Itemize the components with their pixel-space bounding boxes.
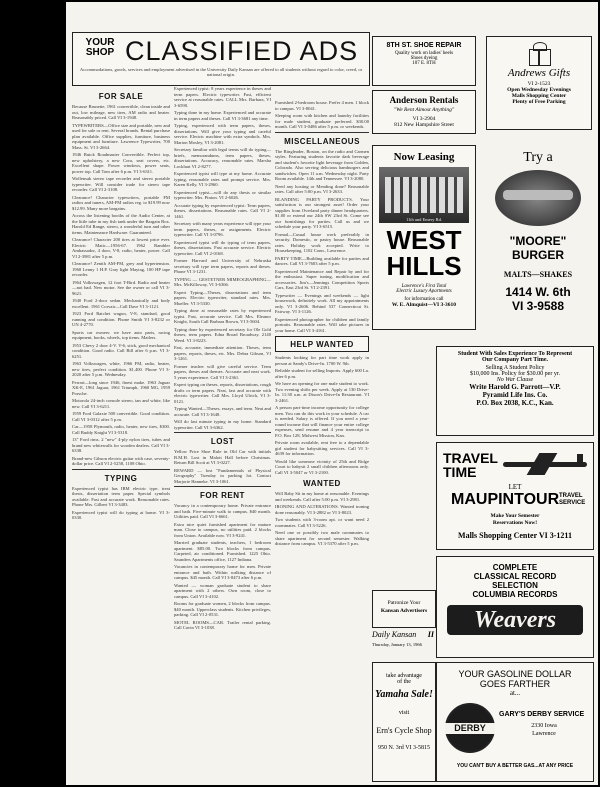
classified-listing: Ferrari—long since 1946, finest make. 1963 Jaguar XK-E, 1961 Jaguar, 1961 Triumph, 1960 MG, 1959 Porsche. xyxy=(72,379,170,396)
classified-listing: Wanted — woman graduate student to share apartment with 2 others. Own room, close to campus. Call VI 3-4102. xyxy=(174,582,271,599)
classified-listing: The Ringleader, Boston, on the radio and Carmen styles. Featuring students favorite dark beverage and student's favorite light beverage from Golden, Colorado. Also serving delicious hamburgers and sandwiches. Open 11 a.m. Wednesday night. Party Room available. 14th and Tennessee. VI 3-2080. xyxy=(275,148,369,181)
classified-listing: TYPEWRITERS—Office size and portable, new and used for sale or rent. Several brands. Rental purchase plan available. Office supplies, furniture, business equipment and furniture. Lawrence Typewriter, 700 Mass. St. VI 3-2664. xyxy=(72,122,170,150)
masthead-daily-kansan: Daily Kansan II Thursday, January 13, 1966 xyxy=(372,630,434,647)
ad-weavers-records: COMPLETE CLASSICAL RECORD SELECTION COLUMBIA RECORDS Weavers xyxy=(436,556,594,658)
ad-shoe-repair: 8TH ST. SHOE REPAIR Quality work on ladies' heels Shoes dyeing 107 E. 8TH xyxy=(372,36,476,86)
header-subtitle: Accommodations, goods, services and employment advertised in the University Daily Kansan are offered to all students without regard to color, creed, or national origin. xyxy=(79,67,363,78)
section-wanted: WANTED xyxy=(303,479,341,488)
classified-listing: Will Baby Sit in my home at reasonable. Evenings and weekends. Call after 5:00 p.m. VI 3-2981. xyxy=(275,491,369,502)
section-misc: MISCELLANEOUS xyxy=(284,136,360,146)
ad-anderson-rentals: Anderson Rentals "We Rent Almost Anything" VI 3-2904 812 New Hampshire Street xyxy=(372,90,476,134)
classified-listing: Need any hosting or Mending done? Reasonable rates. Call after 5:00 p.m. VI 3-2633. xyxy=(275,183,369,194)
classified-listing: Private room available, rent free to a dependable girl student for babysitting services. Call VI 3-4639 for information. xyxy=(275,440,369,456)
classified-listing: Former teacher will give careful service. Term papers, theses and themes. Accurate and neat work. 5 years experience. Call VI 3-2361. xyxy=(174,363,271,380)
weavers-logo: Weavers xyxy=(447,605,583,635)
classified-listing: BLANDING PARTY PRODUCTS. Your satisfaction is our strongest asset! Order your supplies from Overland party dinner headquarters. $1.00 or extend our 24th SW 23rd St. Come see our furnishings for parties. Call us and we schedule your party. VI 3-6515. xyxy=(275,196,369,229)
divider xyxy=(174,432,271,433)
classified-listing: Need one or possibly two male roommates to share apartment for second semester. Walking distance from campus. VI 3-5370 after 5 p.m. xyxy=(275,530,369,546)
ad-moore-burger: Try a "MOORE" BURGER MALTS—SHAKES 1414 W. 6th VI 3-9588 xyxy=(486,150,590,320)
misc-listings xyxy=(275,149,369,334)
burger-illustration xyxy=(495,170,581,226)
classified-header xyxy=(72,32,370,86)
classified-listing: Clearance! Character 200 tires at lowest price ever. Electric Matic—1956-67. 1962 Rambler Ambassador, 4 door, V-8, radio, heater, power. Call VI 2-3981 after 5 p.m. xyxy=(72,237,170,259)
classified-listing: Typing done by experienced secretary for Ole Gold theses, term papers. Edna Broad Broadway. 2140 Weed. VI 3-8223. xyxy=(174,326,271,343)
classified-listing: Experienced typist will do typing of term papers, theses, dissertations. Fast accurate service. Electric typewriter. Call VI 2-0168. xyxy=(174,239,271,256)
help-wanted-listings xyxy=(275,355,369,475)
classified-listing: 1963 Volkswagen, white, 1966 FM, radio, heater, new tires, perfect condition. $1,400. Phone VI 3-2020 after 5 p.m. Wednesday. xyxy=(72,361,170,377)
classified-listing: Furnished 2-bedroom house. Prefer 4 men. 1 block to campus. VI 3-8041. xyxy=(275,100,369,111)
classified-listing: 1959 Ford Galaxie 500 convertible. Good condition. Call VI 3-0312 after 5 p.m. xyxy=(72,411,170,422)
section-for-sale: FOR SALE xyxy=(98,92,144,101)
ad-andrews-gifts: Andrews Gifts VI 2-1523 Open Wednesday Evenings Malls Shopping Center Plenty of Free Parking xyxy=(486,36,592,130)
classified-listing: Clearance! Character typewriters, portable FM radios and tuners, AM-FM radios reg. to $19.99 now $12.99. Many more bargains. xyxy=(72,194,170,211)
classified-listing: REWARD — lost "Fundamentals of Physical Geography" Tuesday in parking lot. Contact Marjorie Hanneke. VI 3-1061. xyxy=(174,467,271,484)
classified-listing: 13" Ford rims. 2 "new" 4-ply nylon tires, tubes and brand new whitewalls for wooden dealers. Call VI 3-6338. xyxy=(72,437,170,453)
classified-listing: Experienced typist has IBM electric type, treat thesis, dissertation term paper. Special symbols available. Fast and accurate work. Reasonable rates. Phone Mrs. Gilbert VI 3-3483. xyxy=(72,485,170,507)
classified-listing: Wollensak stereo tape recorder and stereo portable typewriter. Will consider trade for stereo tape recorder. Call VI 2-3108. xyxy=(72,176,170,192)
classified-listing: Yellow Price Shoe Rule in Old Car with initials B.M.H. Lost in Malott Hall before Christmas. Return Bill Scott at VI 3-0227. xyxy=(174,449,271,465)
classified-listing: Students looking for part time work apply in person at Sandy's Drive-In. 1700 W. 9th. xyxy=(275,355,369,366)
column-2 xyxy=(174,86,271,785)
classified-listing: Typing done at reasonable rates by experienced typist. Fast, accurate service. Call Mrs. Eleanor Knight, South Call Barbara Brown, VI 3-5604. xyxy=(174,308,271,324)
classified-listing: Brand-new Gibson electric guitar with case, seventy-dollar price. Call VI 2-5258, 1108 Ohio. xyxy=(72,455,170,466)
classified-listing: PARTY TIME—Building available for parties and dances. Call VI 3-7603 after 5 p.m. xyxy=(275,255,369,266)
rent-listings-continued xyxy=(275,100,369,130)
classified-listing: Accurate typing by experienced typist: Term papers, theses, dissertations. Reasonable rates. Call VI 2-1461. xyxy=(174,202,271,219)
classified-listing: Experienced typist will type at my home. Accurate typing, reasonable rates and prompt service. Mrs. Karen Kelly, VI 3-2960. xyxy=(174,171,271,187)
brand-bottom: SHOP xyxy=(85,47,115,58)
classified-listing: 1923 Ford Ratchet wagon, V-8, standard, good running and condition. Phone Smith VI 3-8232 or UN 4-2770. xyxy=(72,311,170,327)
page-title: CLASSIFIED ADS xyxy=(125,36,359,66)
derby-logo: DERBY xyxy=(445,703,495,753)
classified-listing: Typing Wanted—Theses, essays, and term. Neat and accurate. Call VI 3-1648. xyxy=(174,406,271,417)
classified-listing: MOTEL ROOMS—CAR. Trailer rental parking. Call Cavin VI 3-1038. xyxy=(174,619,271,630)
newspaper-page xyxy=(66,2,598,785)
classified-listing: Experienced Maintenance and Repair by and for the enthusiast. Super tuning, modification and accessories. Jim's—Jennings Competition Sports Cars, East 23rd St. VI 2-2391. xyxy=(275,268,369,290)
classified-listing: Motorola 24-inch console stereo, tan and white, like new. Call VI 3-6211. xyxy=(72,398,170,409)
classified-listing: Expert Typing—Theses, dissertations and term papers. Electric typewriter, standard rates. Mrs. Mueller. VI 3-5330. xyxy=(174,289,271,306)
brand-block xyxy=(78,38,122,58)
classified-listing: 1953 Chevy 2 door 4-V. V-6, stick, good mechanical condition. Good radio. Call Bill after 6 p.m. VI 3-6251. xyxy=(72,342,170,359)
classified-listing: Vacancy in a contemporary home. Private entrance and bath. Five-minute walk to campus. $40 month. Utilities paid. Call VI 3-6661. xyxy=(174,503,271,519)
classified-listing: Vacancies in contemporary home for men. Private entrance and bath. Within walking distance of campus. $45 month. Call VI 3-8473 after 6 p.m. xyxy=(174,564,271,580)
classified-listing: Typing done in my home. Experienced and accurate in term papers and theses. Call VI 3-3681 any time. xyxy=(174,110,271,121)
classified-listing: Extra nice quiet furnished apartment for mature man. Close to campus, no utilities paid. 2 blocks from Union. Available now. VI 3-9241. xyxy=(174,521,271,538)
classified-listing: Secretary with many years experience will type your term papers, theses, or assignments. Electric typewriter. Call VI 3-0796. xyxy=(174,221,271,237)
ad-pyramid-life: Student With Sales Experience To Represent Our Company Part Time. Selling A Student Policy $10,000 Ins. Policy for $30.00 per yr. No War Clause Write Harold G. Parrott—V.P. Pyramid Life Ins. Co. P.O. Box 2038, K.C., Kan. xyxy=(436,346,594,436)
classified-listing: Expert typing on theses, reports, dissertations, rough drafts or term papers. Neat, fast and accurate with electric typewriter. Call Mrs. Lloyd Ulrich, VI 3-0121. xyxy=(174,382,271,404)
classified-listing: We have an opening for one male student to work. Two evening shifts per week. Apply at 130 Drive-In. 11:30 a.m. at Dixon's Drive-In Restaurant. VI 3-2461. xyxy=(275,381,369,403)
ad-yamaha-sale: take advantage of the Yamaha Sale! visit Ern's Cycle Shop 950 N. 3rd VI 3-5815 xyxy=(372,662,436,782)
gift-box-icon xyxy=(526,41,552,65)
classified-listing: Experienced photographer for children and family portraits. Reasonable rates. Will take pictures in your home. Call VI 3-4161. xyxy=(275,316,369,333)
classified-listing: Typing, experienced with term papers, theses, dissertations. Will give your typing and careful service. Electric machine with extra symbols. Mrs. Marion Mosley, VI 3-2081. xyxy=(174,123,271,145)
ad-patronize-advertisers: Patronize Your Kansan Advertisers xyxy=(372,590,436,628)
divider xyxy=(275,132,369,133)
airplane-icon xyxy=(503,451,587,477)
classified-listing: Experienced typist will do typing at home. VI 3-0330. xyxy=(72,509,170,520)
divider xyxy=(72,469,170,470)
apartment-building-illustration: 11th and Emery Rd. xyxy=(379,167,469,223)
section-for-rent: FOR RENT xyxy=(200,491,245,500)
classified-listing: 1940 Ford 2-door sedan. Mechanically and body excellent. 1961 Corvair—Call Dave VI 3-1121. xyxy=(72,298,170,309)
typing-listings xyxy=(72,486,170,521)
brand-top: YOUR xyxy=(85,37,115,48)
classified-listing: Fast, accurate, immediate attention. Theses, term papers, reports, theses, etc. Mrs. Debra Gibson, VI 3-1261. xyxy=(174,345,271,361)
classified-listing: Will do last minute typing in my home. Standard typewriter. Call VI 3-6362. xyxy=(174,419,271,430)
classified-listing: Clearance! Zenith AM-FM, grey and hypertension. 1968 Lenny 1 H.P. Gray light Maytag, 100 HP tape recorder. xyxy=(72,261,170,277)
for-sale-listings xyxy=(72,104,170,467)
classified-listing: Reliable student for selling Imports. Apply 600 La. after 6 p.m. xyxy=(275,368,369,379)
classified-listing: Formal—Casual house work preferably in security. Domestic, or pastry house. Reasonable rates. Holiday work accepted. Write to Housekeeping, 1102 Conn., Lawrence. xyxy=(275,231,369,253)
classified-listing: Sports car owners: we have auto parts, racing equipment, books, wheels, top items. Mailers. xyxy=(72,329,170,340)
classified-listing: Secretary familiar with legal terms will do typing—briefs, memorandums, term papers, theses, dissertations. Accuracy, reasonable rates. Marsha Lockhart VI 2-8277. xyxy=(174,147,271,169)
classified-listing: Car—1958 Plymouth, radio, heater, new tires, $300. Call Buddy Knight VI 3-5318. xyxy=(72,424,170,435)
classified-listing: Married graduate students, teachers, 1 bedroom apartment. $85.00. Two blocks from campus. Carpeted, air conditioned. Furnished. 1225 Ohio. Saunders Apartments office, 1127 Indiana. xyxy=(174,540,271,562)
classified-listing: Former Harvard and University of Nebraska secretary will type term papers, reports and theses. Phone VI 3-1231. xyxy=(174,258,271,274)
classified-listing: IRONING AND ALTERATIONS. Wanted ironing done reasonably. VI 3-2882 or VI 3-8023. xyxy=(275,504,369,515)
classified-listing: Across the listening booths of the Audio Center, at the little tube in my fish tank under the Bargain Box. Harold Ed Range, stereo, a wonderful turn and other items. Maintenance Hardware. Guaranteed. xyxy=(72,213,170,235)
column-1 xyxy=(72,88,170,785)
classified-listing: Would like someone vicinity of 25th and Ridge Court to babysit 2 small children afternoons only. Call VI 3-5047 or VI 3-2100. xyxy=(275,458,369,475)
classified-listing: Experienced typist: 8 years experience in theses and term papers. Electric typewriter. Fast, efficient service at reasonable rates. CALL Mrs. Barbara, VI 3-6590. xyxy=(174,86,271,108)
section-lost: LOST xyxy=(210,437,235,446)
classified-listing: Experienced typist—will do any thesis or similar typewriter. Mrs. Pinion. VI 2-6026. xyxy=(174,189,271,200)
wanted-listings xyxy=(275,491,369,547)
classified-listing: Because Brunette, 1961 convertible, clean inside and out, low mileage, new tires, AM radio and heater. Reasonably priced. Call VI 3-1948. xyxy=(72,104,170,120)
ad-derby-service: YOUR GASOLINE DOLLAR GOES FARTHER at... DERBY GARY'S DERBY SERVICE 2330 Iowa Lawrence YOU CAN'T BUY A BETTER GAS...AT ANY PRICE xyxy=(436,662,594,782)
ad-maupintour-travel: TRAVEL TIME LET MAUPINTOUR TRAVEL SERVICE Make Your Semester Reservations Now! Malls Shopping Center VI 3-1211 xyxy=(436,442,594,550)
typing-listings-continued xyxy=(174,86,271,430)
lost-listings xyxy=(174,449,271,484)
for-rent-listings xyxy=(174,503,271,631)
classified-listing: TYPING — GESTETNER MIMEOGRAPHING—Mrs. McKilloway, VI 3-6366. xyxy=(174,276,271,287)
classified-listing: 1964 Volkswagen, 12 foot T-Bird. Radio and heater—not bad. New motor. See the owner or call VI 3-9621. xyxy=(72,279,170,296)
classified-listing: Typewriter — Evenings and weekends — light housework, definitely work. All my appointments only. VI 3-2606. Behind 537 Connecticut St. Fairway. VI 3-1126. xyxy=(275,292,369,314)
classified-listing: A person part-time income opportunity for college men. You can do this work in your schedule. A car is needed. Salary is offered. If you need a year-round income that will finance your entire college expenses, send resume and 4 year transcript to P.O. Box 128, Midwest Mission, Kan. xyxy=(275,405,369,438)
classified-listing: Sleeping room with kitchen and laundry facilities for male student, graduate preferred. $30.00 month. Call VI 3-0486 after 5 p.m. or weekends. xyxy=(275,113,369,129)
column-3 xyxy=(275,100,369,785)
help-wanted-header: HELP WANTED xyxy=(275,336,369,352)
divider xyxy=(174,486,271,487)
classified-listing: Two students with 3-room apt. or want need 2 roommates. Call VI 3-5226. xyxy=(275,517,369,528)
classified-listing: 1946 Buick Roadmaster Convertible. Perfect top, new upholstery, a new Cora, seat covers, etc. Excellent shape. Power windows, power seats, power top. Call Tom after 6 p.m. VI 3-6311. xyxy=(72,152,170,174)
ad-west-hills: Now Leasing 11th and Emery Rd. WEST HILLS Lawrence's First Total Electric Luxury Apartments for information call W. E. Almquist—VI 3-3610 xyxy=(372,145,476,330)
section-typing: TYPING xyxy=(104,473,138,483)
classified-listing: Rooms for graduate women, 2 blocks from campus. $40 month. Upperclass students. Kitchen privileges, parking. Call VI 2-0531. xyxy=(174,601,271,617)
